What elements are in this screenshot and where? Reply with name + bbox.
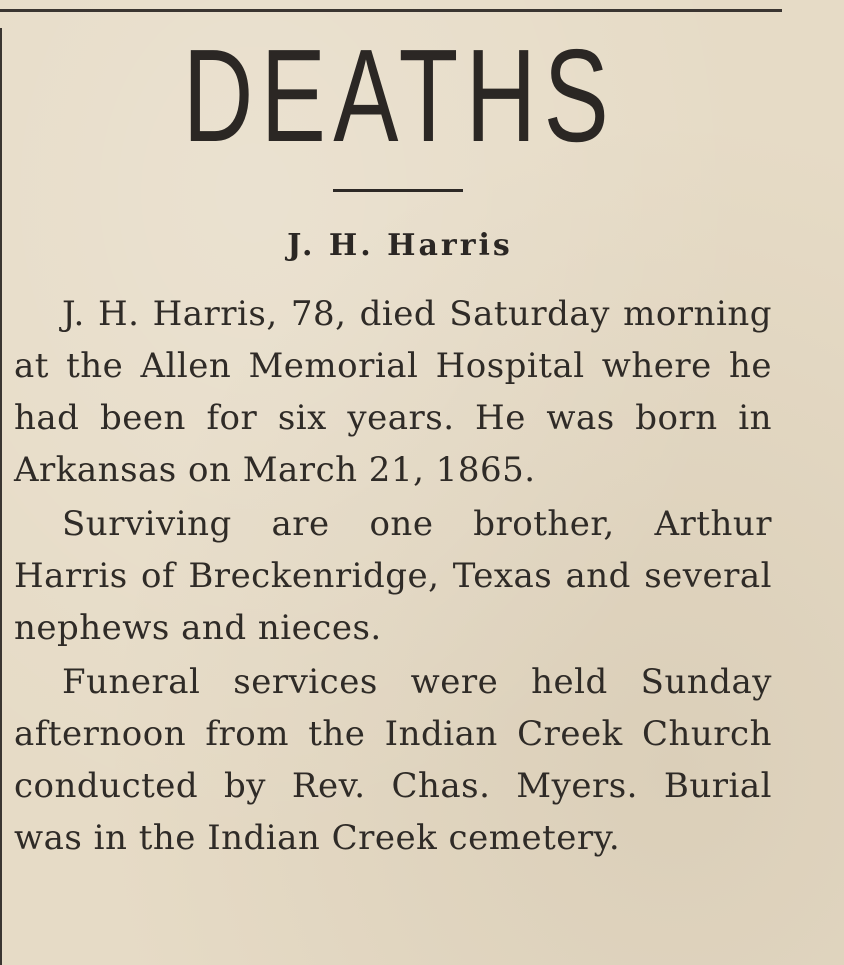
obituary-name-heading: J. H. Harris xyxy=(287,228,513,263)
obituary-paragraph: Surviving are one brother, Arthur Harris of Breckenridge, Texas and several nephews and nieces. xyxy=(14,504,772,648)
obituary-paragraph: Funeral services were held Sunday afternoon from the Indian Creek Church conducted by Rev. Chas. Myers. Burial was in the Indian Creek cemetery. xyxy=(14,662,772,858)
obituary-body xyxy=(14,288,772,864)
headline-divider xyxy=(333,189,463,192)
column-top-rule xyxy=(0,9,782,12)
section-headline: DEATHS xyxy=(182,22,617,169)
column-left-rule xyxy=(0,28,2,965)
obituary-paragraph: J. H. Harris, 78, died Saturday morning at the Allen Memorial Hospital where he had been for six years. He was born in Arkansas on March 21, 1865. xyxy=(14,294,772,490)
